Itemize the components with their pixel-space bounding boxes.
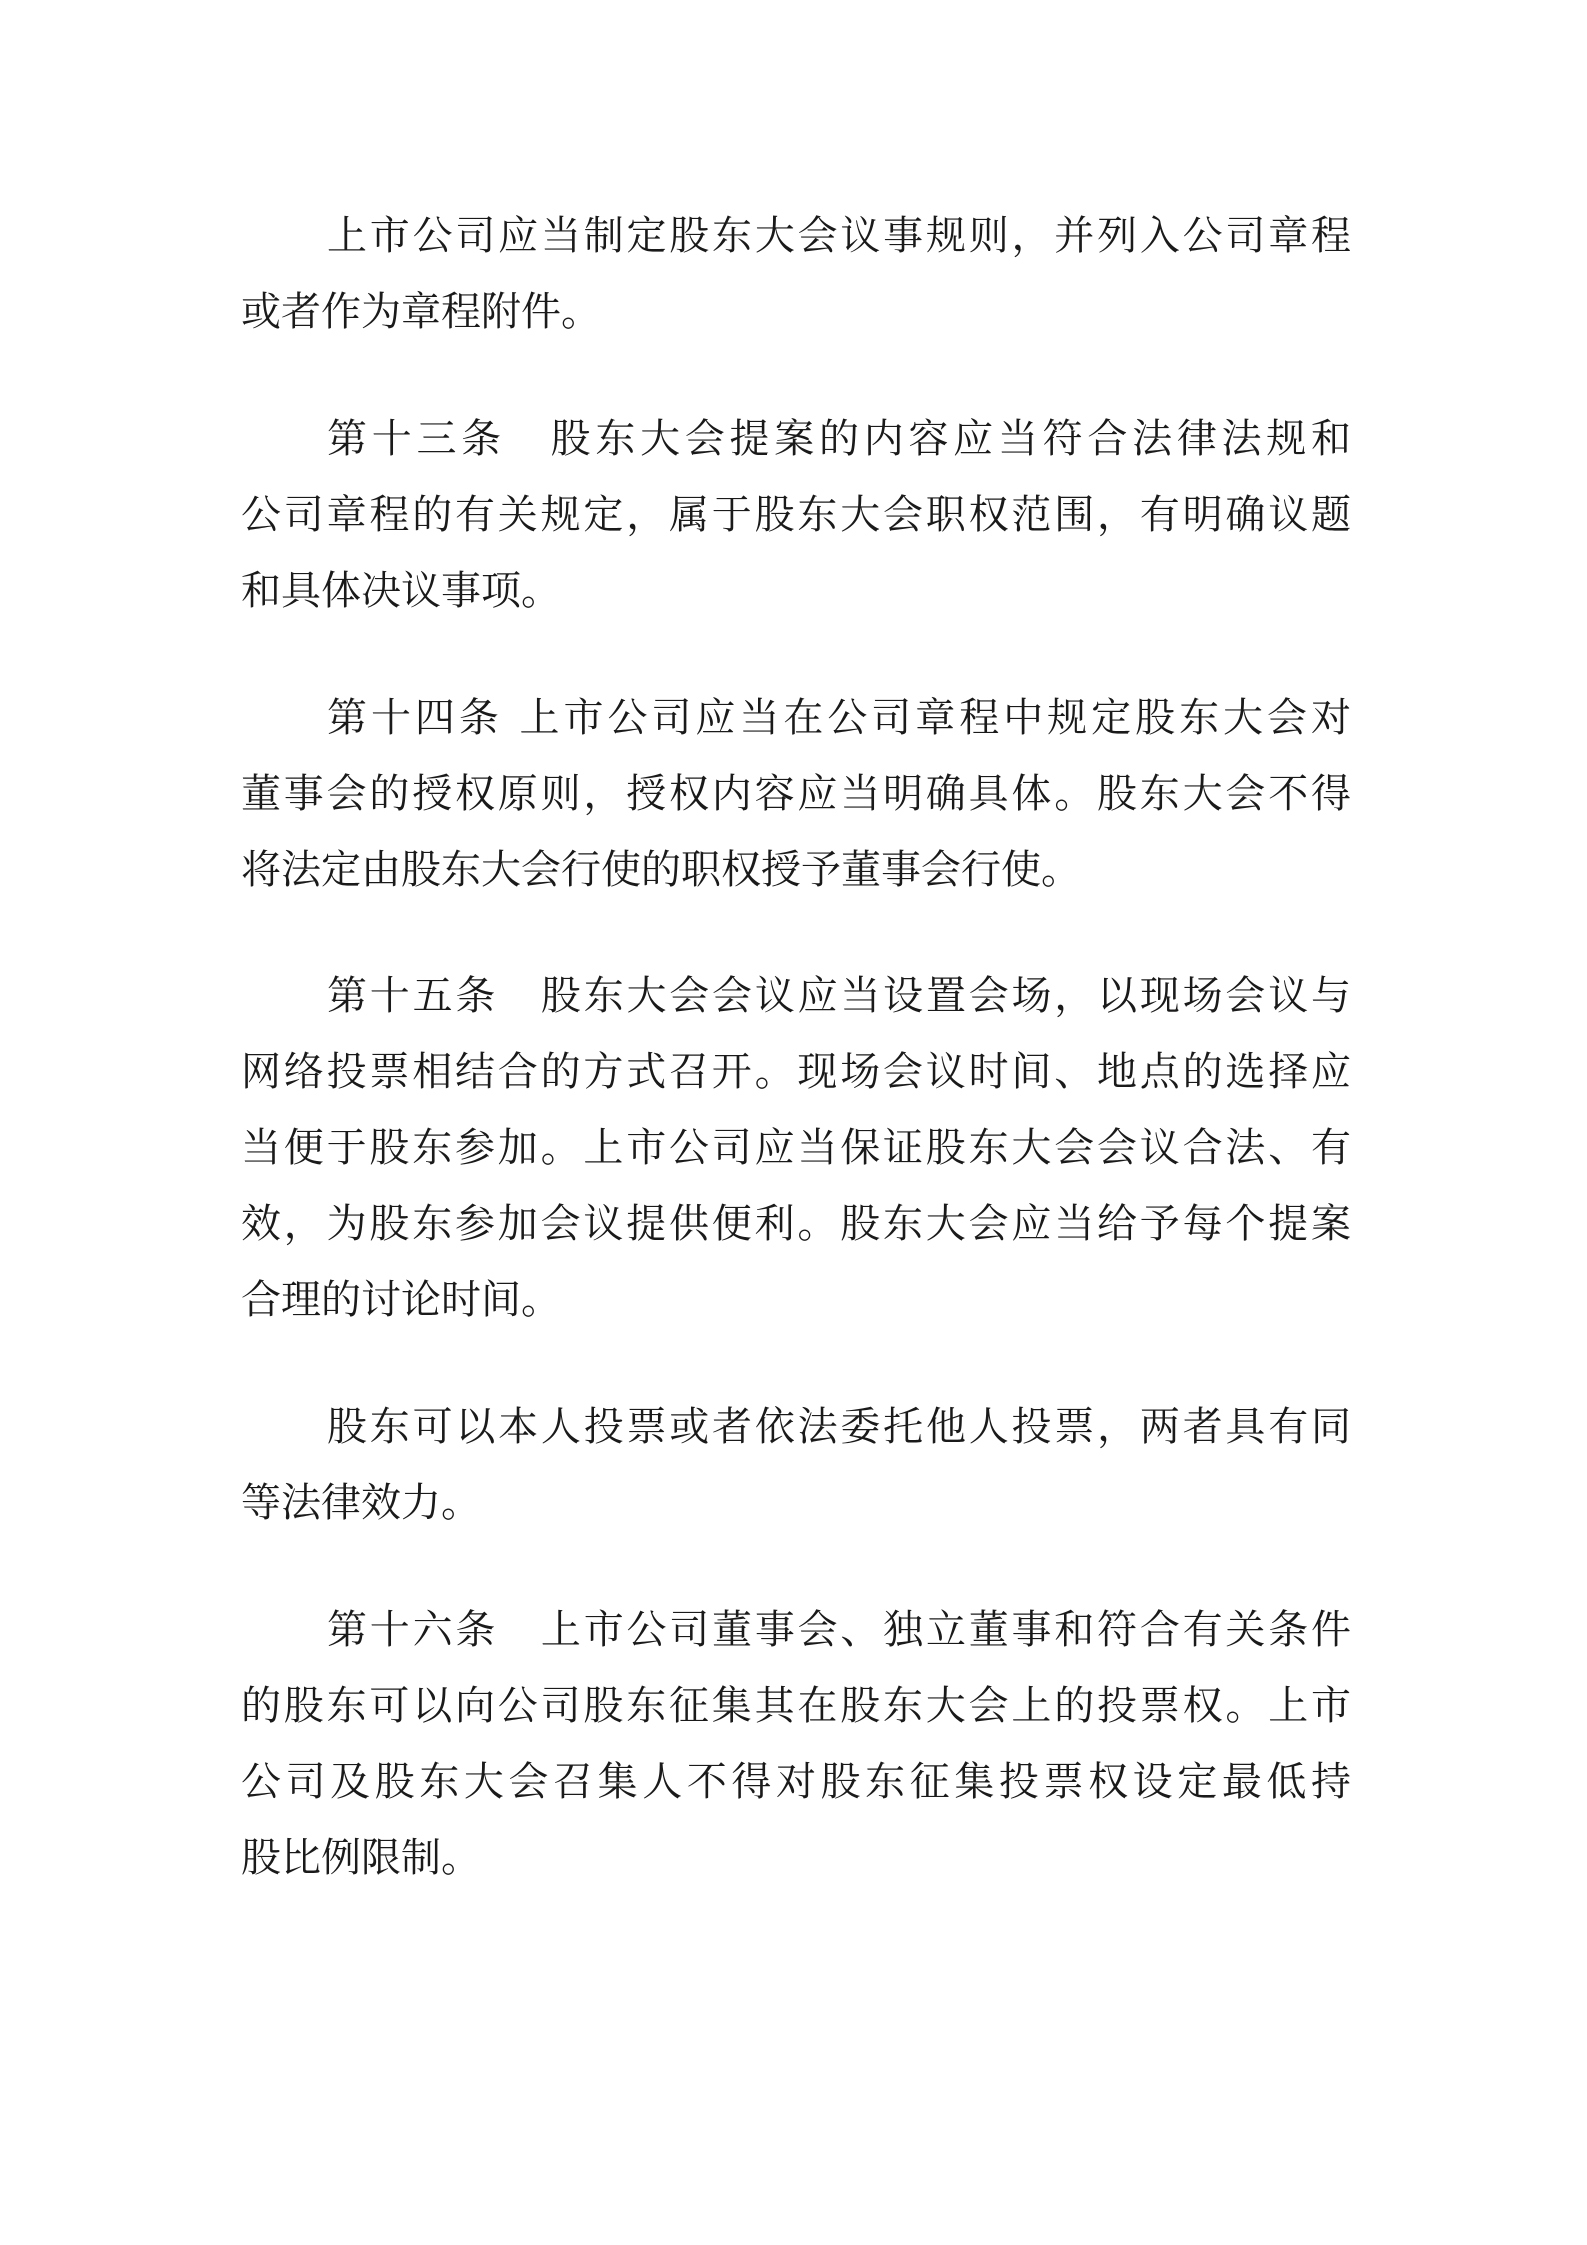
article-15-line-2: 网络投票相结合的方式召开。现场会议时间、地点的选择应 [241,1049,1351,1095]
paragraph-5-line-2: 等法律效力。 [241,1480,481,1526]
article-13-line-3: 和具体决议事项。 [241,568,561,614]
article-16-line-2: 的股东可以向公司股东征集其在股东大会上的投票权。上市 [241,1683,1351,1729]
article-14-line-1: 第十四条 上市公司应当在公司章程中规定股东大会对 [327,695,1351,741]
paragraph-1-line-2: 或者作为章程附件。 [241,289,601,335]
article-14-line-3: 将法定由股东大会行使的职权授予董事会行使。 [241,847,1081,893]
article-13-line-1: 第十三条 股东大会提案的内容应当符合法律法规和 [327,416,1351,462]
article-15-line-3: 当便于股东参加。上市公司应当保证股东大会会议合法、有 [241,1125,1351,1171]
article-15-line-4: 效，为股东参加会议提供便利。股东大会应当给予每个提案 [241,1201,1351,1247]
article-16-line-3: 公司及股东大会召集人不得对股东征集投票权设定最低持 [241,1759,1351,1805]
article-13-line-2: 公司章程的有关规定，属于股东大会职权范围，有明确议题 [241,492,1351,538]
paragraph-1-line-1: 上市公司应当制定股东大会议事规则，并列入公司章程 [327,213,1351,259]
article-16-line-4: 股比例限制。 [241,1835,481,1881]
article-16-line-1: 第十六条 上市公司董事会、独立董事和符合有关条件 [327,1607,1351,1653]
article-15-line-5: 合理的讨论时间。 [241,1277,561,1323]
article-15-line-1: 第十五条 股东大会会议应当设置会场，以现场会议与 [327,973,1351,1019]
paragraph-5-line-1: 股东可以本人投票或者依法委托他人投票，两者具有同 [327,1404,1351,1450]
article-14-line-2: 董事会的授权原则，授权内容应当明确具体。股东大会不得 [241,771,1351,817]
